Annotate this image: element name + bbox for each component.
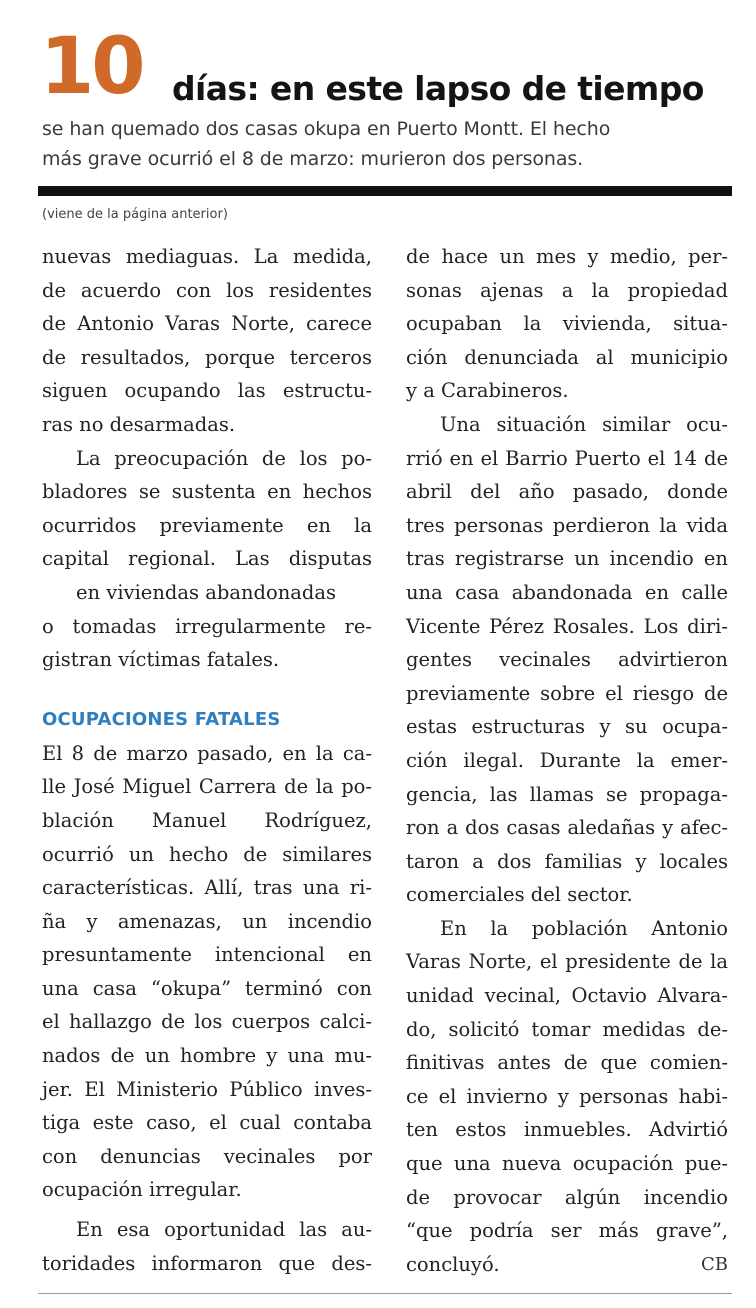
text-line: nados de un hombre y una mu- [42,1044,372,1068]
text-line: abril del año pasado, donde [406,480,728,504]
right-column [406,240,728,1281]
text-line: ción ilegal. Durante la emer- [406,748,728,772]
text-line: Una situación similar ocu- [440,412,728,436]
text-line: con denuncias vecinales por [42,1144,372,1168]
text-line: características. Allí, tras una ri- [42,876,372,900]
text-line: comerciales del sector. [406,883,633,907]
text-line: Varas Norte, el presidente de la [406,950,728,974]
stat-number: 10 [40,22,143,112]
subhead-line: se han quemado dos casas okupa en Puerto Montt. El hecho [42,118,611,140]
paragraph [406,240,728,408]
text-line: tiga este caso, el cual contaba [42,1111,372,1135]
text-line: ocupación irregular. [42,1178,242,1202]
paragraph [42,240,372,442]
bottom-divider [38,1293,732,1294]
text-line: gentes vecinales advirtieron [406,648,728,672]
text-line: de acuerdo con los residentes [42,278,372,302]
paragraph [42,737,372,1207]
text-line: de provocar algún incendio [406,1185,728,1209]
text-line: ras no desarmadas. [42,412,236,436]
section-gap [42,677,372,703]
text-line: y a Carabineros. [406,379,569,403]
text-line: que una nueva ocupación pue- [406,1152,728,1176]
text-line: taron a dos familias y locales [406,849,728,873]
headline-divider [38,186,732,196]
text-line: estas estructuras y su ocupa- [406,715,728,739]
text-line: en viviendas abandonadas [76,580,337,604]
paragraph [406,408,728,912]
text-line: lle José Miguel Carrera de la po- [42,775,372,799]
text-line: ron a dos casas aledañas y afec- [406,816,728,840]
text-line: blación Manuel Rodríguez, [42,808,372,832]
continued-note: (viene de la página anterior) [42,207,228,222]
text-line: ña y amenazas, un incendio [42,909,372,933]
left-column [42,240,372,1280]
text-line: ten estos inmuebles. Advirtió [406,1118,728,1142]
text-line: gencia, las llamas se propaga- [406,782,728,806]
text-line: ocurridos previamente en la [42,513,372,537]
text-line: sonas ajenas a la propiedad [406,278,728,302]
text-line: gistran víctimas fatales. [42,648,280,672]
text-line: o tomadas irregularmente re- [42,614,372,638]
text-line: ción denunciada al municipio [406,345,728,369]
text-line: En la población Antonio [440,916,728,940]
text-line: Vicente Pérez Rosales. Los diri- [406,614,728,638]
text-line: el hallazgo de los cuerpos calci- [42,1010,372,1034]
end-mark-icon: CB [701,1253,728,1275]
text-line: una casa “okupa” terminó con [42,976,372,1000]
text-line: siguen ocupando las estructu- [42,379,372,403]
text-line: “que podría ser más grave”, [406,1219,728,1243]
text-line: tras registrarse un incendio en [406,547,728,571]
text-line: nuevas mediaguas. La medida, [42,245,372,268]
text-line: rrió en el Barrio Puerto el 14 de [406,446,728,470]
text-line: ocurrió un hecho de similares [42,842,372,866]
text-line: de hace un mes y medio, per- [406,245,728,268]
paragraph [406,912,728,1282]
closing-word: concluyó. [406,1252,500,1276]
text-line: capital regional. Las disputas [42,547,372,571]
text-line: de Antonio Varas Norte, carece [42,312,372,336]
text-line: de resultados, porque terceros [42,345,372,369]
text-line: unidad vecinal, Octavio Alvara- [406,984,728,1008]
text-line: finitivas antes de que comien- [406,1051,728,1075]
text-line: una casa abandonada en calle [406,580,728,604]
text-line: ce el invierno y personas habi- [406,1084,728,1108]
text-line: presuntamente intencional en [42,943,372,967]
text-line: do, solicitó tomar medidas de- [406,1017,728,1041]
text-line: En esa oportunidad las au- [76,1218,372,1242]
text-line: ocupaban la vivienda, situa- [406,312,728,336]
text-line: jer. El Ministerio Público inves- [42,1077,372,1101]
headline: días: en este lapso de tiempo [172,69,704,108]
paragraph [42,1213,372,1280]
subhead-line: más grave ocurrió el 8 de marzo: murieron dos personas. [42,148,584,170]
text-line: La preocupación de los po- [76,446,372,470]
paragraph [42,442,372,677]
text-line: previamente sobre el riesgo de [406,681,728,705]
text-line: toridades informaron que des- [42,1251,372,1275]
section-title: OCUPACIONES FATALES [42,708,281,730]
text-line [406,1248,728,1282]
text-line: bladores se sustenta en hechos [42,480,372,504]
subhead [42,114,742,174]
text-line: tres personas perdieron la vida [406,513,728,537]
text-line: El 8 de marzo pasado, en la ca- [42,741,372,765]
